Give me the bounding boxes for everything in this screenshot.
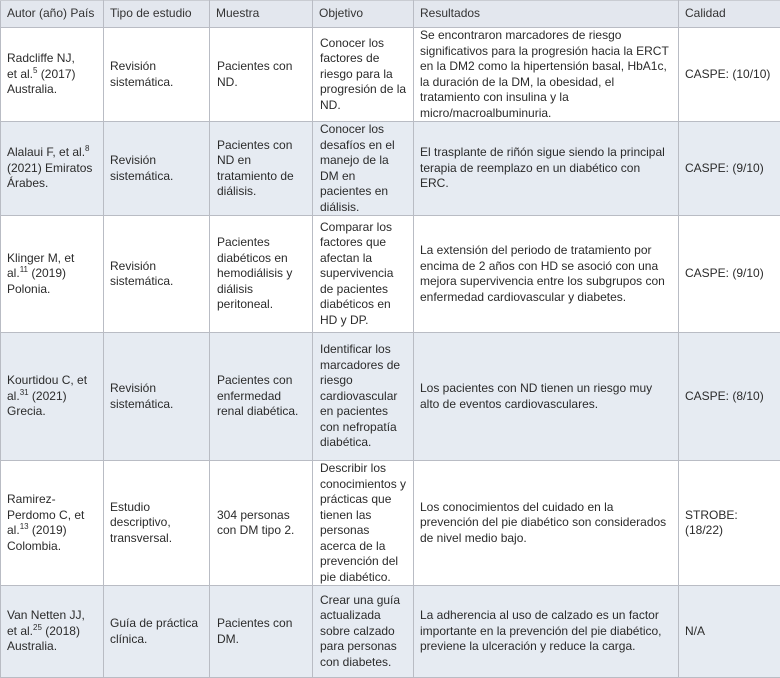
col-header-resultados: Resultados xyxy=(414,1,679,28)
cell-objetivo: Crear una guía actualizada sobre calzado para personas con diabetes. xyxy=(313,586,414,678)
cell-resultados: La extensión del periodo de tratamiento por encima de 2 años con HD se asoció con una mejora supervivencia entre los subgrupos con enfermedad cardiovascular y diabetes. xyxy=(414,216,679,333)
cell-calidad: CASPE: (8/10) xyxy=(679,333,780,461)
cell-objetivo: Describir los conocimientos y prácticas que tienen las personas acerca de la prevención del pie diabético. xyxy=(313,461,414,586)
cell-calidad: CASPE: (9/10) xyxy=(679,216,780,333)
col-header-autor: Autor (año) País xyxy=(1,1,104,28)
table-row xyxy=(1,122,780,216)
cell-resultados: El trasplante de riñón sigue siendo la principal terapia de reemplazo en un diabético con ERC. xyxy=(414,122,679,216)
cell-tipo: Revisión sistemática. xyxy=(104,122,210,216)
cell-autor: Radcliffe NJ, et al.$^5$ (2017) Australia. xyxy=(1,28,104,122)
cell-muestra: 304 personas con DM tipo 2. xyxy=(210,461,313,586)
table-row xyxy=(1,333,780,461)
cell-muestra: Pacientes con DM. xyxy=(210,586,313,678)
cell-tipo: Revisión sistemática. xyxy=(104,28,210,122)
cell-resultados: Los pacientes con ND tienen un riesgo muy alto de eventos cardiovasculares. xyxy=(414,333,679,461)
table-row xyxy=(1,461,780,586)
cell-objetivo: Identificar los marcadores de riesgo cardiovascular en pacientes con nefropatía diabética. xyxy=(313,333,414,461)
cell-tipo: Estudio descriptivo, transversal. xyxy=(104,461,210,586)
cell-resultados: Los conocimientos del cuidado en la prevención del pie diabético son considerados de nivel medio bajo. xyxy=(414,461,679,586)
cell-tipo: Guía de práctica clínica. xyxy=(104,586,210,678)
cell-tipo: Revisión sistemática. xyxy=(104,333,210,461)
cell-calidad: STROBE: (18/22) xyxy=(679,461,780,586)
cell-autor: Kourtidou C, et al.$^{31}$ (2021) Grecia. xyxy=(1,333,104,461)
cell-tipo: Revisión sistemática. xyxy=(104,216,210,333)
cell-resultados: La adherencia al uso de calzado es un factor importante en la prevención del pie diabético, previene la ulceración y reduce la carga. xyxy=(414,586,679,678)
cell-muestra: Pacientes con enfermedad renal diabética. xyxy=(210,333,313,461)
cell-resultados: Se encontraron marcadores de riesgo significativos para la progresión hacia la ERCT en la DM2 como la hipertensión basal, HbA1c, la duración de la DM, la obesidad, el tratamiento con insulina y la micro/macroalbuminuria. xyxy=(414,28,679,122)
table-row xyxy=(1,216,780,333)
col-header-muestra: Muestra xyxy=(210,1,313,28)
cell-calidad: CASPE: (10/10) xyxy=(679,28,780,122)
cell-calidad: N/A xyxy=(679,586,780,678)
cell-objetivo: Comparar los factores que afectan la supervivencia de pacientes diabéticos en HD y DP. xyxy=(313,216,414,333)
cell-muestra: Pacientes con ND en tratamiento de diálisis. xyxy=(210,122,313,216)
cell-calidad: CASPE: (9/10) xyxy=(679,122,780,216)
col-header-calidad: Calidad xyxy=(679,1,780,28)
table-row xyxy=(1,28,780,122)
header-row xyxy=(1,1,780,28)
cell-muestra: Pacientes diabéticos en hemodiálisis y diálisis peritoneal. xyxy=(210,216,313,333)
cell-autor: Alalaui F, et al.$^8$ (2021) Emiratos Árabes. xyxy=(1,122,104,216)
table-row xyxy=(1,586,780,678)
cell-autor: Van Netten JJ, et al.$^{25}$ (2018) Australia. xyxy=(1,586,104,678)
col-header-objetivo: Objetivo xyxy=(313,1,414,28)
cell-autor: Ramirez-Perdomo C, et al.$^{13}$ (2019) Colombia. xyxy=(1,461,104,586)
cell-muestra: Pacientes con ND. xyxy=(210,28,313,122)
col-header-tipo: Tipo de estudio xyxy=(104,1,210,28)
cell-autor: Klinger M, et al.$^{11}$ (2019) Polonia. xyxy=(1,216,104,333)
cell-objetivo: Conocer los desafíos en el manejo de la DM en pacientes en diálisis. xyxy=(313,122,414,216)
cell-objetivo: Conocer los factores de riesgo para la progresión de la ND. xyxy=(313,28,414,122)
